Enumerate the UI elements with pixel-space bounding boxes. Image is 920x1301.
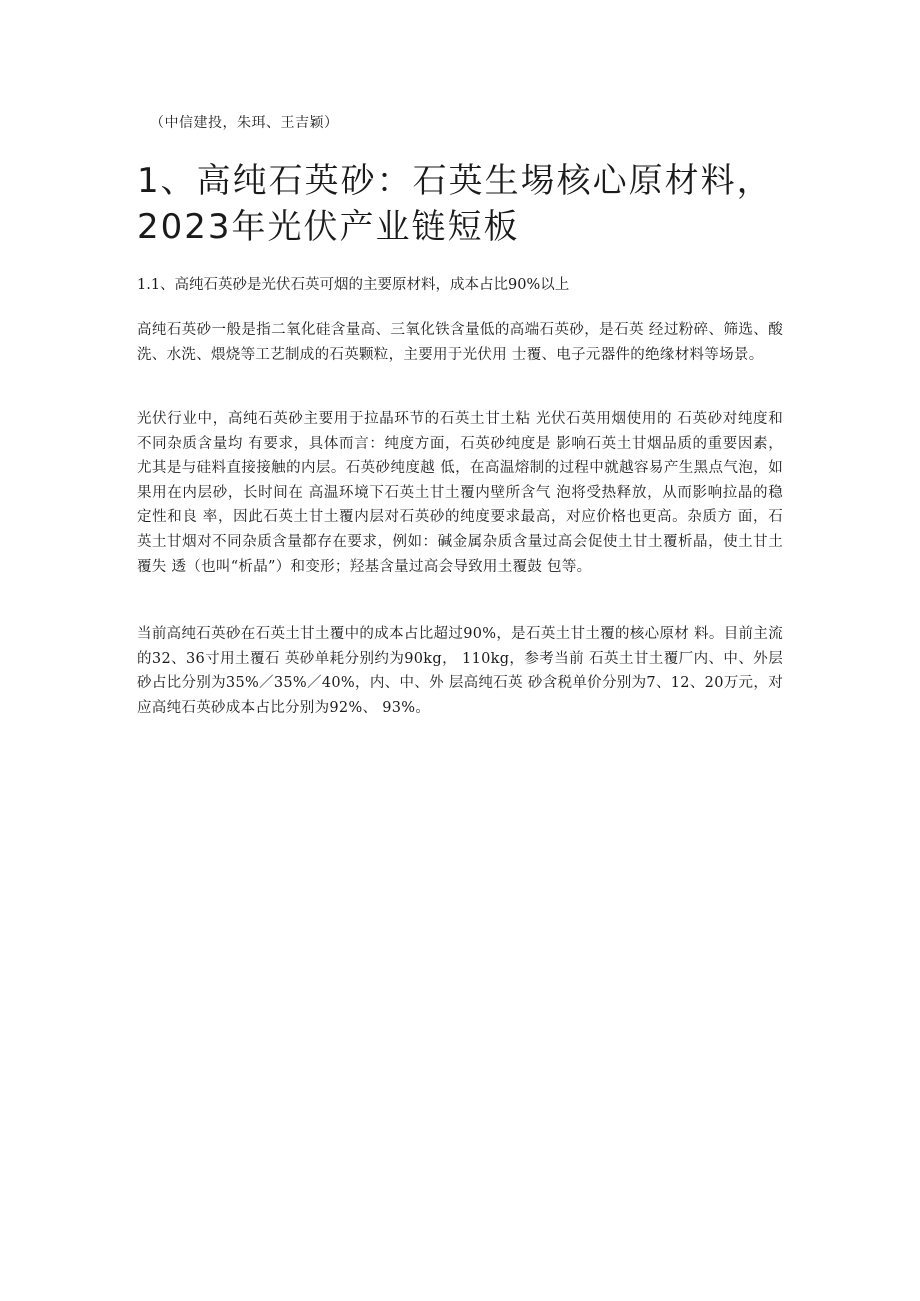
paragraph-definition: 高纯石英砂一般是指二氧化硅含量高、三氧化铁含量低的高端石英砂，是石英 经过粉碎、筛选、酸洗、水洗、煨烧等工艺制成的石英颗粒，主要用于光伏用 士覆、电子元器件的绝缘材料等场景。 <box>137 322 783 363</box>
subsection-heading: 1.1、高纯石英砂是光伏石英可烟的主要原材料，成本占比90%以上 <box>137 277 570 293</box>
paragraph-industry-usage: 光伏行业中，高纯石英砂主要用于拉晶环节的石英土甘土粘 光伏石英用烟使用的 石英砂对纯度和不同杂质含量均 有要求，具体而言：纯度方面，石英砂纯度是 影响石英土甘烟品质的重要因素，尤其是与硅料直接接触的内层。石英砂纯度越 低，在高温熔制的过程中就越容易产生黑点气泡，如果用在内层砂，长时间在 高温环境下石英土甘土覆内壁所含气 泡将受热释放，从而影响拉晶的稳定性和良 率，因此石英土甘土覆内层对石英砂的纯度要求最高，对应价格也更高。杂质方 面，石英土甘烟对不同杂质含量都存在要求，例如：碱金属杂质含量过高会促使土甘土覆析晶，使土甘土覆失 透（也叫“析晶”）和变形；羟基含量过高会导致用土覆鼓 包等。 <box>137 411 783 575</box>
section-heading: 1、高纯石英砂：石英生埸核心原材料，2023年光伏产业链短板 <box>137 161 773 247</box>
paragraph-cost-share: 当前高纯石英砂在石英土甘土覆中的成本占比超过90%，是石英土甘土覆的核心原材 料。目前主流的32、36寸用土覆石 英砂单耗分别约为90kg， 110kg，参考当前 石英土甘土覆厂内、中、外层砂占比分别为35%／35%／40%，内、中、外 层高纯石英 砂含税单价分别为7、12、20万元，对应高纯石英砂成本占比分别为92%、 93%。 <box>137 626 783 716</box>
source-attribution: （中信建投，朱珥、王吉颖） <box>150 115 339 131</box>
